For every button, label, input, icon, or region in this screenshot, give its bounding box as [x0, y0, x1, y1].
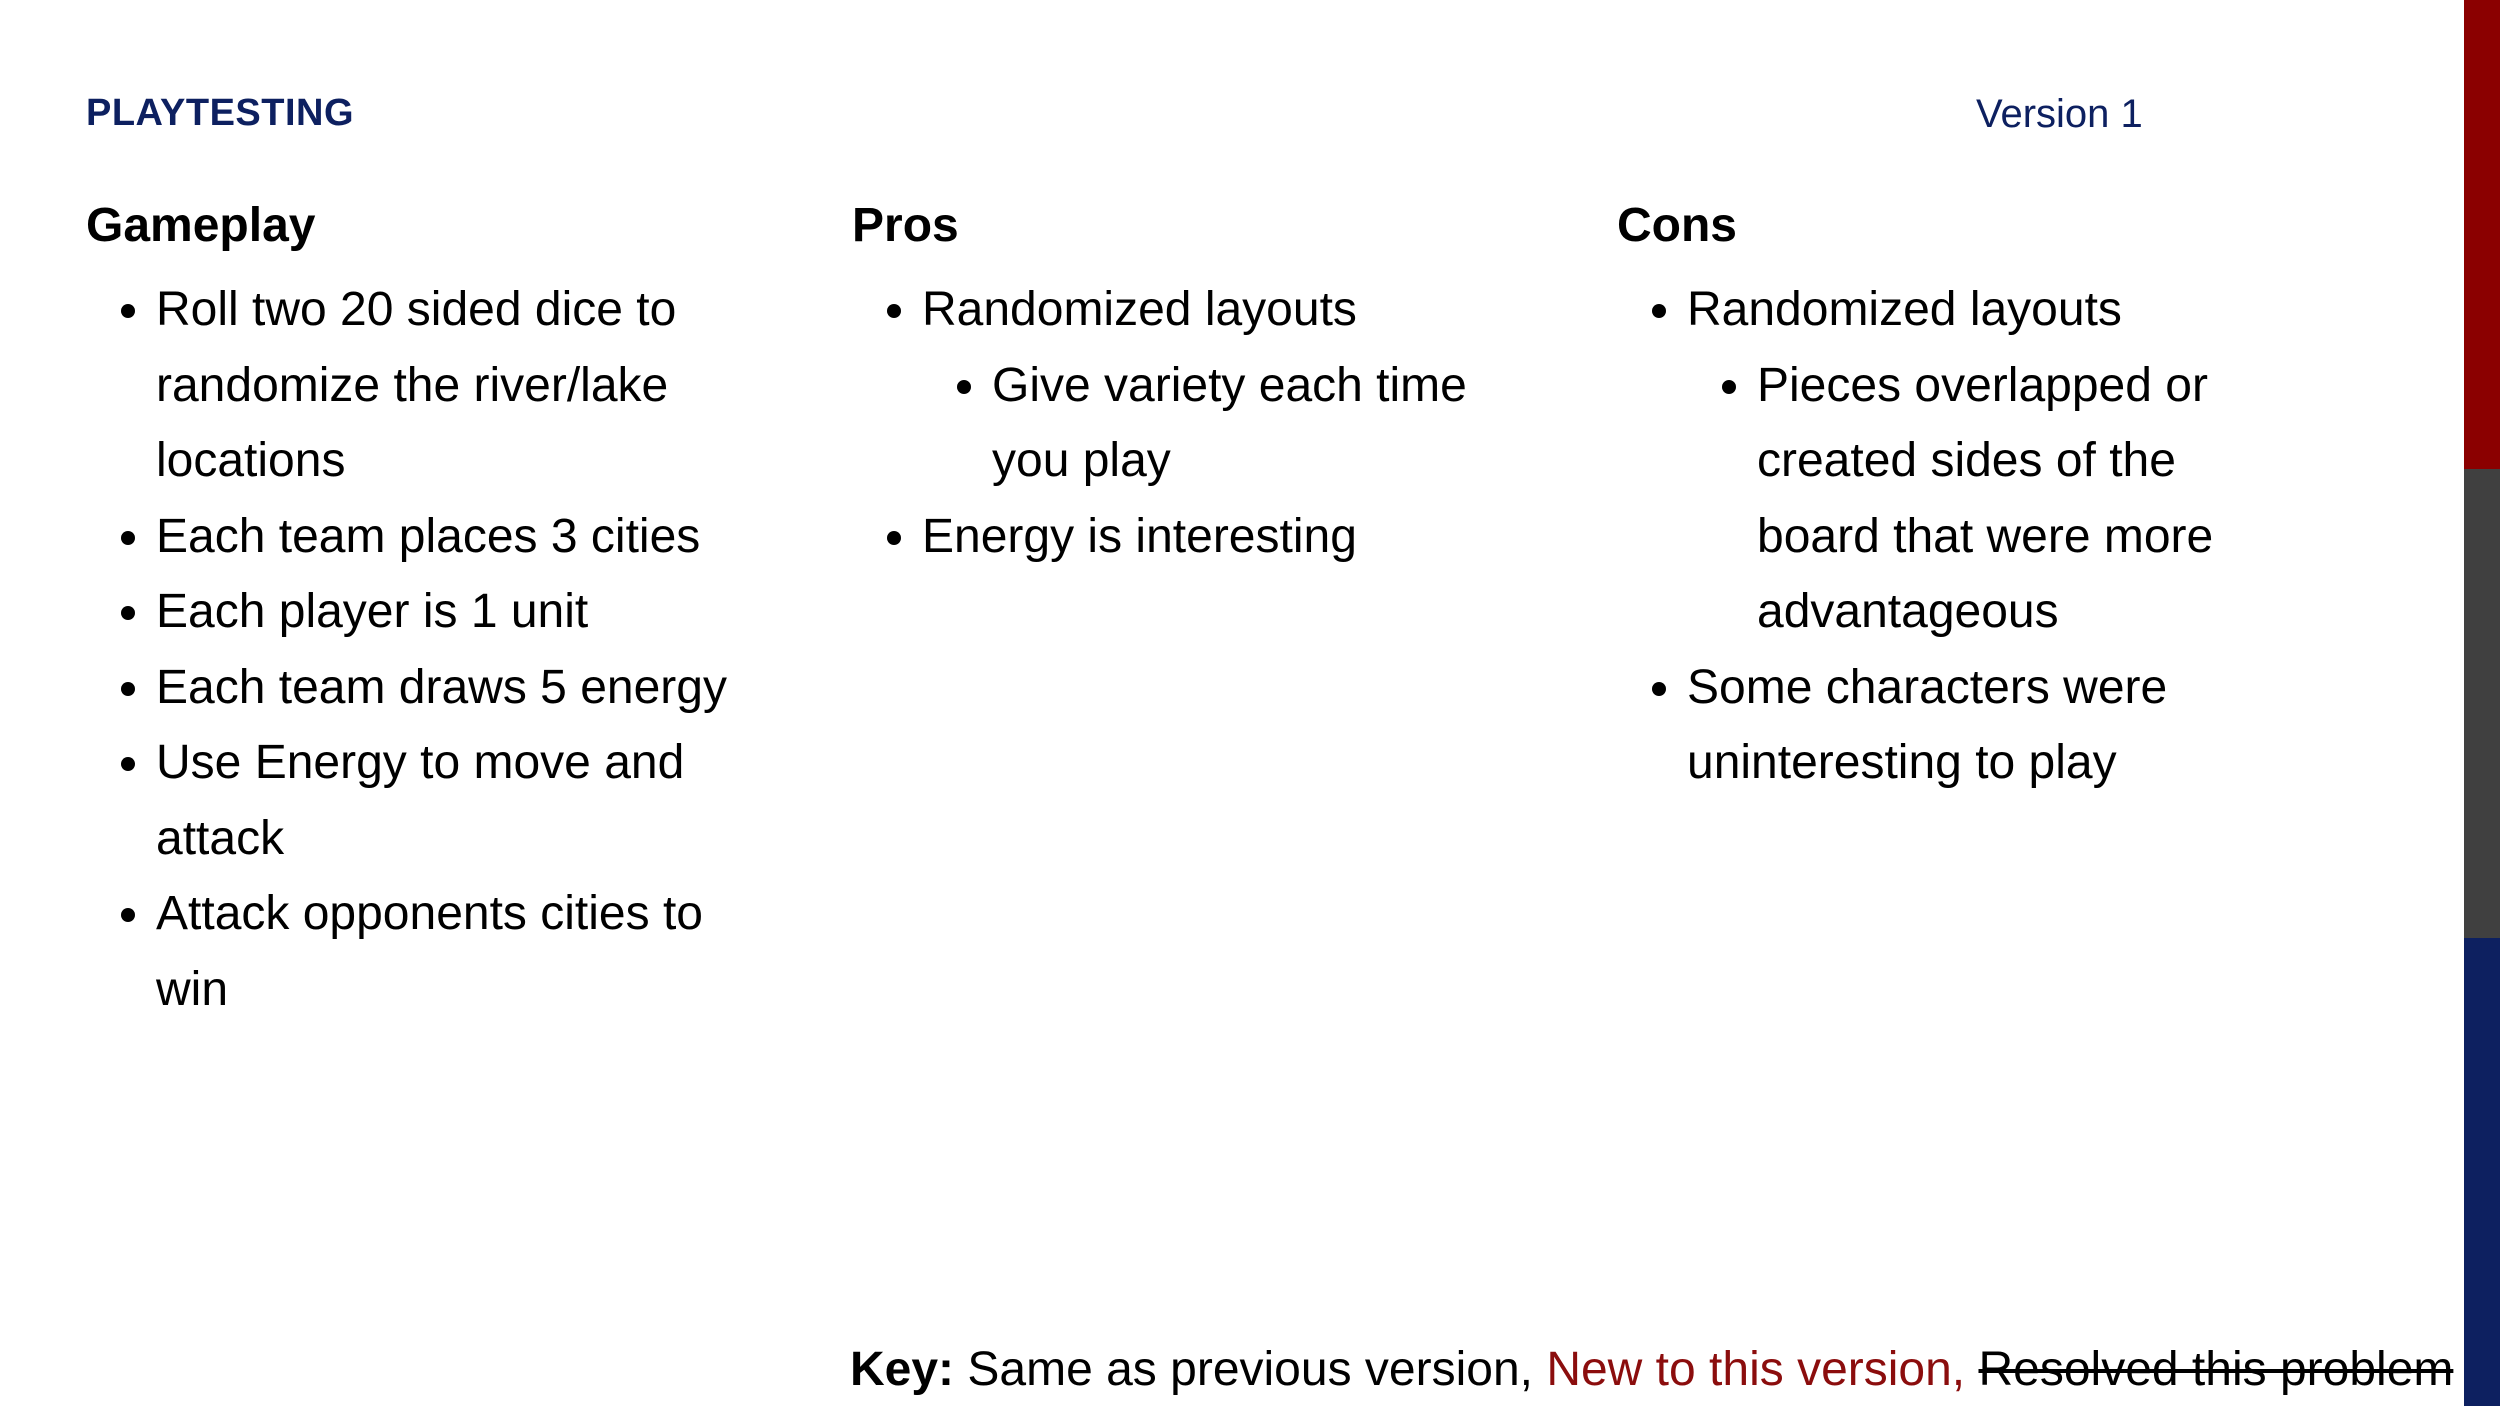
cons-item-text: Some characters were uninteresting to play	[1687, 660, 2168, 789]
cons-column	[1617, 190, 2307, 801]
cons-item	[1687, 272, 2307, 650]
gameplay-list	[86, 272, 776, 1027]
cons-sub-item: • Pieces overlapped or created sides of the board that were more advantageous	[1757, 348, 2307, 650]
pros-item-text: Energy is interesting	[922, 509, 1357, 563]
gameplay-item: • Use Energy to move and attack	[156, 725, 776, 876]
cons-title: Cons	[1617, 199, 1737, 252]
pros-title: Pros	[852, 199, 959, 252]
slide-title: PLAYTESTING	[86, 92, 355, 134]
cons-item-text: Randomized layouts	[1687, 283, 2122, 336]
pros-column	[852, 190, 1542, 574]
gameplay-item: • Each team draws 5 energy	[156, 650, 776, 726]
key-resolved: Resolved this problem	[1978, 1343, 2454, 1396]
pros-sub-list	[922, 348, 1542, 499]
gameplay-item: • Each team places 3 cities	[156, 499, 776, 575]
accent-bar-red	[2464, 0, 2500, 469]
gameplay-item: • Each player is 1 unit	[156, 574, 776, 650]
gameplay-title: Gameplay	[86, 199, 316, 252]
key-legend	[850, 1336, 2453, 1404]
cons-list	[1617, 272, 2307, 801]
gameplay-item: • Roll two 20 sided dice to randomize the river/lake locations	[156, 272, 776, 499]
key-new: New to this version,	[1546, 1343, 1979, 1396]
gameplay-column	[86, 190, 776, 1027]
cons-sub-list	[1687, 348, 2307, 650]
pros-list	[852, 272, 1542, 574]
key-same: Same as previous version,	[954, 1343, 1547, 1396]
version-label: Version 1	[1976, 92, 2143, 136]
pros-item	[922, 499, 1542, 575]
cons-item	[1687, 650, 2307, 801]
accent-bar-navy	[2464, 938, 2500, 1406]
pros-item	[922, 272, 1542, 499]
gameplay-item: • Attack opponents cities to win	[156, 876, 776, 1027]
pros-item-text: Randomized layouts	[922, 283, 1357, 336]
pros-sub-item: • Give variety each time you play	[992, 348, 1542, 499]
key-label: Key:	[850, 1343, 955, 1396]
accent-bar-gray	[2464, 469, 2500, 938]
